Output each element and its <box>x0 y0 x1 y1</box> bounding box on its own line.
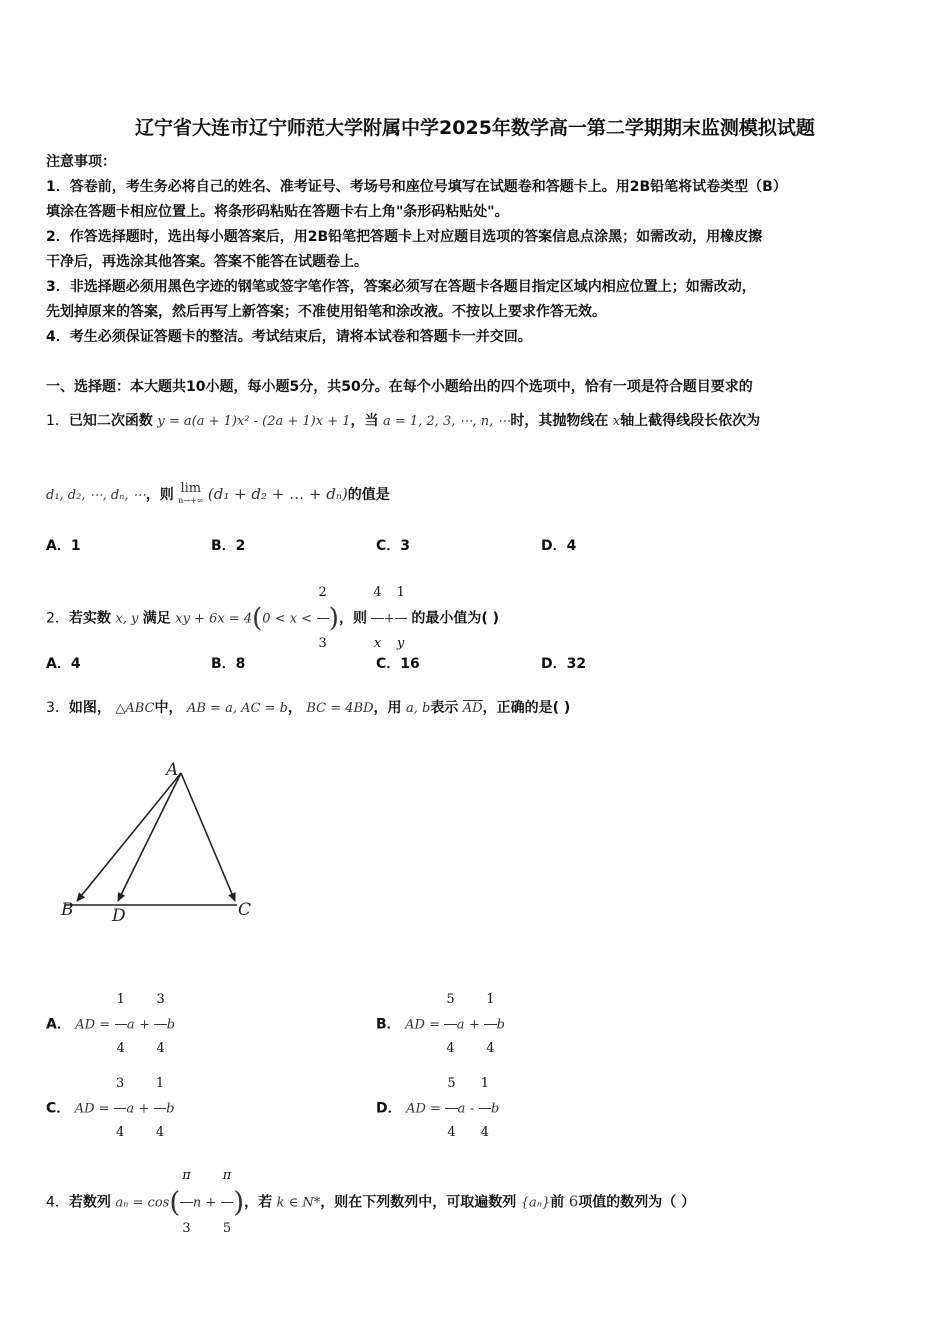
formula: xy + 6x = 4 <box>175 611 253 627</box>
q3-option-a: A． AD = $\frac{1}{4}$ a + $\frac{3}{4}$ b <box>46 976 175 1073</box>
label-d: D <box>112 906 126 925</box>
formula: {aₙ} <box>520 1195 551 1211</box>
note-line: 干净后，再选涂其他答案。答案不能答在试题卷上。 <box>46 254 368 270</box>
formula: (d₁ + d₂ + … + dₙ) <box>207 485 348 503</box>
formula: BC = 4BD <box>306 701 374 716</box>
question-number: 2． <box>46 610 69 627</box>
question-number: 1． <box>46 413 69 429</box>
formula: x, y <box>115 611 139 627</box>
note-line: 1．答卷前，考生务必将自己的姓名、准考证号、考场号和座位号填写在试题卷和答题卡上。用2B铅笔将试卷类型（B） <box>46 179 787 195</box>
note-line: 3．非选择题必须用黑色字迹的钢笔或签字笔作答，答案必须写在答题卡各题目指定区域内相应位置上；如需改动， <box>46 279 756 295</box>
question-3: 3．如图， △ABC中， AB = a, AC = b， BC = 4BD，用 a, b表示 AD，正确的是( ) <box>46 700 571 716</box>
vector-ad <box>118 773 181 901</box>
page-title: 辽宁省大连市辽宁师范大学附属中学2025年数学高一第二学期期末监测模拟试题 <box>135 117 815 139</box>
fraction: $\frac{4}{x}$ <box>371 568 383 669</box>
option-b: B．8 <box>211 656 246 672</box>
section-heading: 一、选择题：本大题共10小题，每小题5分，共50分。在每个小题给出的四个选项中，恰有一项是符合题目要求的 <box>46 379 753 395</box>
option-a: A．1 <box>46 538 81 554</box>
fraction: $\frac{\pi}{3}$ <box>180 1150 193 1255</box>
formula: k ∈ N* <box>276 1195 321 1211</box>
formula: d₁, d₂, ⋯, dₙ, ⋯ <box>46 488 146 503</box>
label-c: C <box>238 900 252 920</box>
formula: △ABC <box>115 701 155 716</box>
question-1-line-1: 1．已知二次函数 y = a(a + 1)x² - (2a + 1)x + 1，当 a = 1, 2, 3, ⋯, n, ⋯时，其抛物线在 x轴上截得线段长依次为 <box>46 413 761 429</box>
fraction: $\frac{\pi}{5}$ <box>221 1150 234 1255</box>
q3-option-c: C． AD = $\frac{3}{4}$ a + $\frac{1}{4}$ b <box>46 1060 175 1157</box>
limit-symbol: lim n→+∞ <box>178 481 204 505</box>
vector-formula: AD <box>462 701 483 716</box>
fraction: $\frac{2}{3}$ <box>317 568 329 669</box>
option-d: D．32 <box>541 656 587 672</box>
option-b: B．2 <box>211 538 246 554</box>
label-b: B <box>61 900 74 920</box>
option-c: C．16 <box>376 656 420 672</box>
note-line: 先划掉原来的答案，然后再写上新答案；不准使用铅笔和涂改液。不按以上要求作答无效。 <box>46 304 606 320</box>
triangle-figure <box>55 755 265 925</box>
note-line: 2．作答选择题时，选出每小题答案后，用2B铅笔把答题卡上对应题目选项的答案信息点涂黑；如需改动，用橡皮擦 <box>46 229 763 245</box>
option-a: A．4 <box>46 656 81 672</box>
label-a: A <box>166 760 179 780</box>
note-line: 填涂在答题卡相应位置上。将条形码粘贴在答题卡右上角"条形码粘贴处"。 <box>46 204 509 220</box>
question-number: 4． <box>46 1194 69 1211</box>
q3-option-b: B． AD = $\frac{5}{4}$ a + $\frac{1}{4}$ b <box>376 976 505 1073</box>
question-number: 3． <box>46 700 69 716</box>
question-4: 4．若数列 aₙ = cos( $\frac{\pi}{3}$ n + $\frac{\pi}{5}$ )，若 k ∈ N*，则在下列数列中，可取遍数列 {aₙ}前 6项值的数列为（ ） <box>46 1150 695 1255</box>
formula: AB = a, AC = b <box>186 701 288 716</box>
note-line: 4．考生必须保证答题卡的整洁。考试结束后，请将本试卷和答题卡一并交回。 <box>46 329 532 345</box>
formula: x <box>612 414 621 429</box>
fraction: $\frac{1}{y}$ <box>395 568 407 669</box>
question-2: 2．若实数 x, y 满足 xy + 6x = 4(0 < x < $\frac{2}{3}$ )，则 $\frac{4}{x}$ + $\frac{1}{y}$ 的最小值为( ) <box>46 568 499 669</box>
option-d: D．4 <box>541 538 577 554</box>
formula: a, b <box>405 701 431 716</box>
formula: 6 <box>568 1192 579 1211</box>
notes-heading: 注意事项： <box>46 154 116 170</box>
formula: y = a(a + 1)x² - (2a + 1)x + 1 <box>157 414 351 429</box>
q3-option-d: D． AD = $\frac{5}{4}$ a - $\frac{1}{4}$ b <box>376 1060 499 1157</box>
option-c: C．3 <box>376 538 411 554</box>
formula: aₙ = cos <box>115 1195 170 1211</box>
formula: a = 1, 2, 3, ⋯, n, ⋯ <box>382 414 511 429</box>
question-1-line-2: d₁, d₂, ⋯, dₙ, ⋯，则 lim n→+∞ (d₁ + d₂ + … + dₙ)的值是 <box>46 481 390 505</box>
vector-ac <box>181 773 235 901</box>
vector-ab <box>77 773 181 901</box>
